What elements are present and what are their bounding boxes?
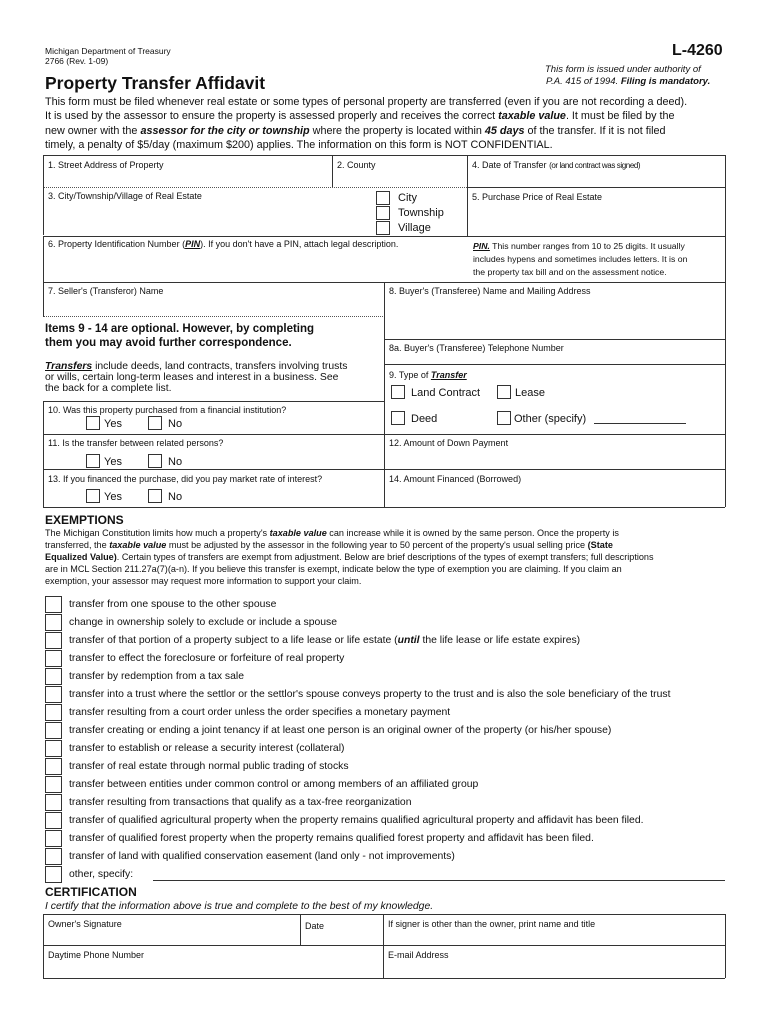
exemption-label: transfer between entities under common control or among members of an affiliated group <box>69 779 479 790</box>
other-transfer-checkbox[interactable] <box>497 411 511 425</box>
date-of-transfer-label: 4. Date of Transfer (or land contract was signed) <box>472 160 641 170</box>
financial-institution-no-checkbox[interactable] <box>148 416 162 430</box>
amount-financed-label: 14. Amount Financed (Borrowed) <box>389 474 522 484</box>
exemption-label: transfer resulting from a court order unless the order specifies a monetary payment <box>69 707 451 718</box>
exemption-label: transfer of qualified agricultural property when the property remains qualified agricultural property and affidavit has been filed. <box>69 815 644 826</box>
no-label: No <box>168 456 183 468</box>
exemption-label: transfer of qualified forest property when the property remains qualified forest property and affidavit has been filed. <box>69 833 594 844</box>
yes-label: Yes <box>104 491 122 503</box>
exemption-checkbox[interactable] <box>45 758 62 775</box>
daytime-phone-field[interactable] <box>48 962 380 976</box>
certification-statement: I certify that the information above is true and complete to the best of my knowledge. <box>45 901 434 912</box>
exemption-label: transfer from one spouse to the other spouse <box>69 599 277 610</box>
deed-label: Deed <box>411 413 438 425</box>
buyer-name-label: 8. Buyer's (Transferee) Name and Mailing Address <box>389 286 591 296</box>
exemption-label: change in ownership solely to exclude or include a spouse <box>69 617 338 628</box>
city-label: City <box>398 192 417 204</box>
exemption-checkbox[interactable] <box>45 740 62 757</box>
exemption-checkbox[interactable] <box>45 614 62 631</box>
deed-checkbox[interactable] <box>391 411 405 425</box>
date-label: Date <box>305 921 325 931</box>
exemption-label: transfer creating or ending a joint tenancy if at least one person is an original owner of the property (or his/her spouse) <box>69 725 612 736</box>
other-exemption-field[interactable] <box>153 880 725 881</box>
exemption-checkbox[interactable] <box>45 722 62 739</box>
financial-institution-label: 10. Was this property purchased from a financial institution? <box>48 405 287 415</box>
village-label: Village <box>398 222 431 234</box>
related-persons-no-checkbox[interactable] <box>148 454 162 468</box>
street-address-field[interactable] <box>48 173 328 185</box>
date-of-transfer-field[interactable] <box>472 173 722 185</box>
other-transfer-label: Other (specify) <box>514 413 587 425</box>
land-contract-label: Land Contract <box>411 387 481 399</box>
financial-institution-yes-checkbox[interactable] <box>86 416 100 430</box>
market-rate-label: 13. If you financed the purchase, did you pay market rate of interest? <box>48 474 323 484</box>
pin-field[interactable] <box>48 252 463 280</box>
exemption-checkbox[interactable] <box>45 848 62 865</box>
city-checkbox[interactable] <box>376 191 390 205</box>
down-payment-field[interactable] <box>389 450 721 467</box>
township-checkbox[interactable] <box>376 206 390 220</box>
lease-checkbox[interactable] <box>497 385 511 399</box>
buyer-phone-label: 8a. Buyer's (Transferee) Telephone Number <box>389 343 564 353</box>
exemption-label: transfer to establish or release a security interest (collateral) <box>69 743 345 754</box>
township-label: Township <box>398 207 444 219</box>
no-label: No <box>168 418 183 430</box>
authority-line-1: This form is issued under authority of <box>545 64 701 75</box>
owner-signature-field[interactable] <box>48 930 296 943</box>
pin-label: 6. Property Identification Number (PIN). If you don't have a PIN, attach legal description. <box>48 239 399 249</box>
exemption-checkbox[interactable] <box>45 686 62 703</box>
type-of-transfer-label: 9. Type of Transfer <box>389 370 467 380</box>
form-revision: 2766 (Rev. 1-09) <box>45 56 109 66</box>
exemption-label: transfer to effect the foreclosure or forfeiture of real property <box>69 653 345 664</box>
exemption-checkbox[interactable] <box>45 596 62 613</box>
down-payment-label: 12. Amount of Down Payment <box>389 438 509 448</box>
city-township-village-label: 3. City/Township/Village of Real Estate <box>48 191 202 201</box>
exemption-label: transfer of real estate through normal public trading of stocks <box>69 761 349 772</box>
exemption-checkbox[interactable] <box>45 650 62 667</box>
page-title: Property Transfer Affidavit <box>45 73 266 93</box>
signature-date-field[interactable] <box>305 932 379 943</box>
related-persons-yes-checkbox[interactable] <box>86 454 100 468</box>
village-checkbox[interactable] <box>376 221 390 235</box>
exemption-checkbox[interactable] <box>45 812 62 829</box>
exemption-label: transfer of land with qualified conservation easement (land only - not improvements) <box>69 851 455 862</box>
form-number: L-4260 <box>672 42 723 59</box>
exemption-label: transfer resulting from transactions that qualify as a tax-free reorganization <box>69 797 412 808</box>
exemptions-paragraph: The Michigan Constitution limits how much a property's taxable value can increase while it is owned by the same person. Once the property is transferred, the taxable value must be adjusted by the assessor in the following year to 50 percent of the property's usual selling price (State Equalized Value). Certain types of transfers are exempt from adjustment. Below are brief descriptions of the types of exempt transfers; full descriptions are in MCL Section 211.27a(7)(a-n). If you believe this transfer is exempt, indicate below the type of exemption you are claiming. If you claim an exemption, your assessor may request more information to support your claim. <box>45 528 654 586</box>
exemption-checkbox[interactable] <box>45 794 62 811</box>
owner-signature-label: Owner's Signature <box>48 919 122 929</box>
exemption-label: transfer by redemption from a tax sale <box>69 671 244 682</box>
seller-name-field[interactable] <box>48 298 380 314</box>
exemption-checkbox[interactable] <box>45 668 62 685</box>
purchase-price-field[interactable] <box>472 206 722 232</box>
seller-name-label: 7. Seller's (Transferor) Name <box>48 286 164 296</box>
intro-paragraph: This form must be filed whenever real estate or some types of personal property are transferred (even if you are not recording a deed). It is used by the assessor to ensure the property is assessed properly and receives the correct taxable value. It must be filed by the new owner with the assessor for the city or township where the property is located within 45 days of the transfer. If it is not filed timely, a penalty of $5/day (maximum $200) applies. The information on this form is NOT CONFIDENTIAL. <box>45 96 688 151</box>
exemption-checkbox[interactable] <box>45 830 62 847</box>
transfers-note: Transfers include deeds, land contracts, transfers involving trusts or wills, certain long-term leases and interest in a business. See the back for a complete list. <box>45 361 348 395</box>
county-field[interactable] <box>338 173 464 185</box>
related-persons-label: 11. Is the transfer between related persons? <box>48 438 224 448</box>
yes-label: Yes <box>104 456 122 468</box>
signer-other-label: If signer is other than the owner, print name and title <box>388 919 596 929</box>
exemption-checkbox[interactable] <box>45 776 62 793</box>
email-label: E-mail Address <box>388 950 449 960</box>
daytime-phone-label: Daytime Phone Number <box>48 950 145 960</box>
exemption-label: other, specify: <box>69 869 134 880</box>
exemption-label: transfer into a trust where the settlor or the settlor's spouse conveys property to the trust and is also the sole beneficiary of the trust <box>69 689 671 700</box>
buyer-name-field[interactable] <box>389 298 721 336</box>
other-transfer-field[interactable] <box>594 423 686 424</box>
pin-explanation: PIN. This number ranges from 10 to 25 digits. It usually includes hypens and sometimes includes letters. It is on the property tax bill and on the assessment notice. <box>473 241 688 277</box>
exemption-label: transfer of that portion of a property subject to a life lease or life estate (until the life lease or life estate expires) <box>69 635 581 646</box>
street-address-label: 1. Street Address of Property <box>48 160 164 170</box>
email-field[interactable] <box>388 962 722 976</box>
market-rate-no-checkbox[interactable] <box>148 489 162 503</box>
exemption-checkbox[interactable] <box>45 866 62 883</box>
amount-financed-field[interactable] <box>389 486 721 505</box>
exemptions-heading: EXEMPTIONS <box>45 513 124 527</box>
exemption-checkbox[interactable] <box>45 704 62 721</box>
certification-heading: CERTIFICATION <box>45 885 137 899</box>
lease-label: Lease <box>515 387 545 399</box>
purchase-price-label: 5. Purchase Price of Real Estate <box>472 192 603 202</box>
authority-line-2: P.A. 415 of 1994. Filing is mandatory. <box>546 76 711 87</box>
signer-name-title-field[interactable] <box>388 930 722 943</box>
yes-label: Yes <box>104 418 122 430</box>
agency-name: Michigan Department of Treasury <box>45 46 171 56</box>
market-rate-yes-checkbox[interactable] <box>86 489 100 503</box>
exemption-checkbox[interactable] <box>45 632 62 649</box>
county-label: 2. County <box>337 160 376 170</box>
buyer-phone-field[interactable] <box>389 354 721 363</box>
land-contract-checkbox[interactable] <box>391 385 405 399</box>
no-label: No <box>168 491 183 503</box>
optional-note: Items 9 - 14 are optional. However, by completing them you may avoid further correspondence. <box>45 323 315 349</box>
